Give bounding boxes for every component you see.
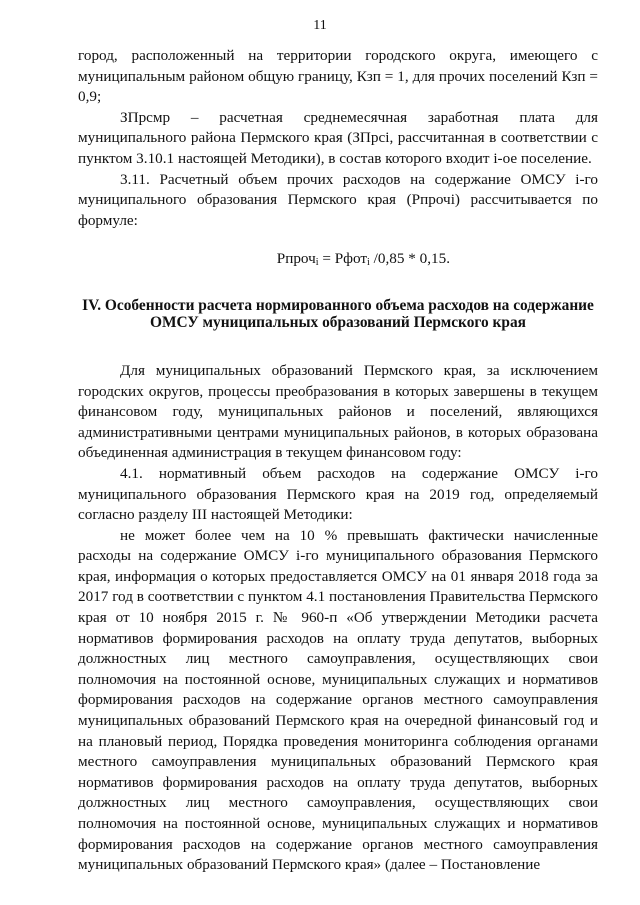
formula-sub-b: i	[367, 257, 370, 269]
paragraph-intro: Для муниципальных образований Пермского края, за исключением городских округов, процессы преобразования в которых завершены в текущем финансовом году, муниципальных районов и поселений, являющихся административными центрами муниципальных районов, в которых образована объединенная администрация в текущем финансовом году:	[78, 361, 598, 462]
page-body	[78, 46, 598, 876]
paragraph-limit: не может более чем на 10 % превышать фактически начисленные расходы на содержание ОМСУ i-го муниципального образования Пермского края, информация о которых предоставляется ОМСУ на 01 января 2018 года за 2017 год в соответствии с пунктом 4.1 постановления Правительства Пермского края от 10 ноября 2015 г. № 960-п «Об утверждении Методики расчета нормативов формирования расходов на оплату труда депутатов, выборных должностных лиц местного самоуправления, осуществляющих свои полномочия на постоянной основе, муниципальных служащих и нормативов формирования расходов на содержание органов местного самоуправления муниципальных образований Пермского края на очередной финансовый год и на плановый период, Порядка проведения мониторинга соблюдения органами местного самоуправления муниципальных образований Пермского края нормативов формирования расходов на оплату труда депутатов, выборных должностных лиц местного самоуправления, осуществляющих свои полномочия на постоянной основе, муниципальных служащих и нормативов формирования расходов на содержание органов местного самоуправления муниципальных образований Пермского края» (далее – Постановление	[78, 526, 598, 874]
section-heading: IV. Особенности расчета нормированного объема расходов на содержание ОМСУ муниципальных образований Пермского края	[82, 296, 594, 331]
paragraph-zprsmr: ЗПрсмр – расчетная среднемесячная заработная плата для муниципального района Пермского края (ЗПрсi, рассчитанная в соответствии с пунктом 3.10.1 настоящей Методики), в состав которого входит i-ое поселение.	[78, 108, 598, 167]
formula-part-a: Рпроч	[276, 250, 316, 268]
paragraph-kzp: город, расположенный на территории городского округа, имеющего с муниципальным районом общую границу, Кзп = 1, для прочих поселений Кзп = 0,9;	[78, 47, 598, 106]
page-number: 11	[313, 18, 327, 33]
formula	[78, 249, 450, 270]
paragraph-3-11: 3.11. Расчетный объем прочих расходов на содержание ОМСУ i-го муниципального образования Пермского края (Рпрочi) рассчитывается по формуле:	[78, 170, 598, 229]
paragraph-4-1: 4.1. нормативный объем расходов на содержание ОМСУ i-го муниципального образования Пермского края на 2019 год, определяемый согласно разделу III настоящей Методики:	[78, 464, 598, 524]
formula-part-b: = Рфот	[318, 250, 368, 268]
formula-part-c: /0,85 * 0,15.	[369, 250, 450, 268]
formula-sub-a: i	[315, 257, 319, 269]
